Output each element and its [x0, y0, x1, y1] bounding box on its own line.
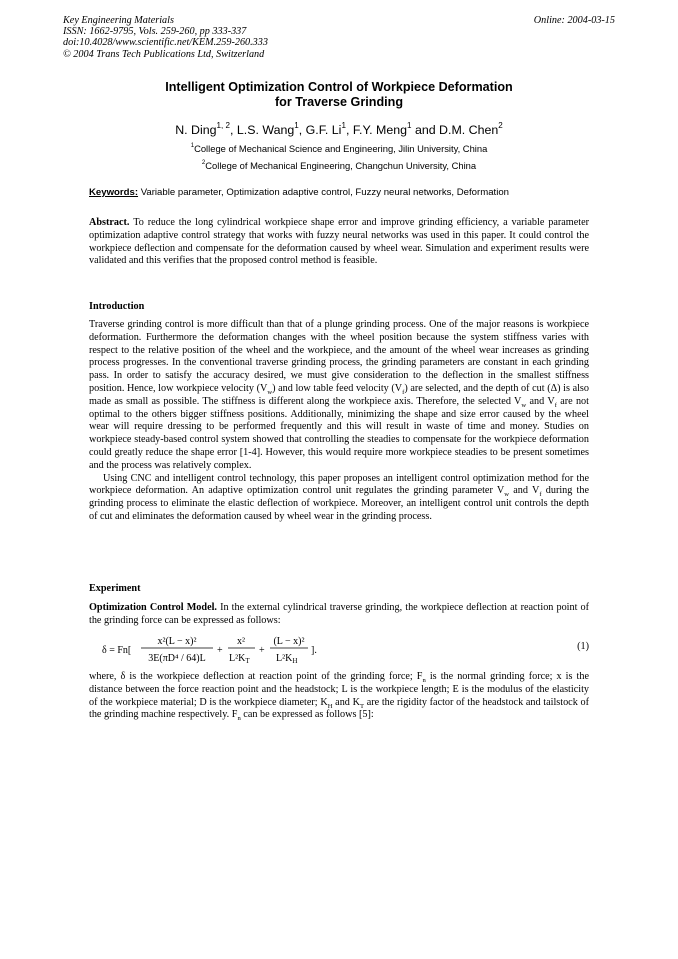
affiliation-mark: 1	[190, 142, 195, 150]
author-affiliation-mark: 1, 2	[216, 121, 230, 131]
affiliation-mark: 2	[201, 159, 206, 167]
title-line-2: for Traverse Grinding	[274, 95, 404, 109]
abstract-text: To reduce the long cylindrical workpiece shape error and improve grinding efficiency, a variable parameter optimization adaptive control strategy that works with fuzzy neural networks was used in this paper. It could control the workpiece deflection and compensate for the deformation caused by wheel wear. Simulation and experiment results were validated and this verifies that the proposed control method is feasible.	[89, 217, 589, 267]
copyright-line: © 2004 Trans Tech Publications Ltd, Switzerland	[63, 48, 265, 60]
doi-line: doi:10.4028/www.scientific.net/KEM.259-260.333	[63, 37, 268, 49]
author-affiliation-mark: 1	[294, 121, 299, 131]
keywords-label: Keywords:	[89, 187, 139, 198]
experiment-text: In the external cylindrical traverse grinding, the workpiece deflection at reaction point of the grinding force can be expressed as follows:	[89, 602, 589, 626]
author-affiliation-mark: 2	[498, 121, 503, 131]
eq-plus: +	[217, 645, 223, 656]
eq-lhs: δ = Fn[	[102, 645, 132, 656]
subsection-heading: Optimization Control Model.	[89, 602, 217, 613]
title-line-1: Intelligent Optimization Control of Workpiece Deformation	[165, 80, 513, 94]
issn-line: ISSN: 1662-9795, Vols. 259-260, pp 333-337	[63, 26, 247, 38]
journal-name: Key Engineering Materials	[63, 15, 174, 26]
section-heading-experiment: Experiment	[89, 583, 141, 594]
author-name: , G.F. Li	[298, 123, 342, 137]
affiliation-text: College of Mechanical Science and Engineering, Jilin University, China	[194, 143, 488, 154]
running-header	[63, 15, 268, 60]
author-name: N. Ding	[175, 123, 217, 137]
paper-title	[63, 80, 615, 110]
online-date: Online: 2004-03-15	[533, 15, 615, 26]
eq-denominator-1: 3E(πD⁴ / 64)L	[148, 653, 206, 664]
paragraph: Using CNC and intelligent control technology, this paper proposes an intelligent control optimization method for the workpiece deformation. An adaptive optimization control unit regulates the grinding parameter $V_w$ and $V_f$ during the grinding process to eliminate the elastic deflection of workpiece. Moreover, an intelligent control unit controls the depth of cut and eliminates the deformation caused by wheel wear in the grinding process.	[89, 472, 589, 522]
author-name: and D.M. Chen	[411, 123, 499, 137]
affiliation-1	[63, 143, 615, 154]
affiliation-2	[63, 160, 615, 171]
keywords-text: Variable parameter, Optimization adaptive control, Fuzzy neural networks, Deformation	[138, 187, 509, 198]
author-name: , L.S. Wang	[229, 123, 295, 137]
variable-definitions: where, δ is the workpiece deflection at reaction point of the grinding force; $F_n$ is the normal grinding force; x is the distance between the force reaction point and the headstock; L is the workpiece length; E is the modulus of the elasticity of the workpiece material; D is the workpiece diameter; $K_H$ and $K_T$ are the rigidity factor of the headstock and tailstock of the grinding machine respectively. $F_n$ can be expressed as follows [5]:	[89, 671, 589, 723]
equation-1	[89, 633, 589, 667]
author-affiliation-mark: 1	[407, 121, 412, 131]
eq-numerator-2: x²	[237, 636, 245, 647]
eq-denominator-3: $L^2K_H$	[276, 653, 298, 665]
author-name: , F.Y. Meng	[345, 123, 408, 137]
author-affiliation-mark: 1	[341, 121, 346, 131]
paragraph: Traverse grinding control is more difficult than that of a plunge grinding process. One of the major reasons is workpiece deformation. Furthermore the deformation changes with the wheel position because the system stiffness varies with respect to the relative position of the wheel and the workpiece, and the amount of the wheel wear increases as grinding process progresses. In the conventional traverse grinding process, the grinding parameters are constant in each grinding pass. In order to satisfy the accuracy desired, we must give consideration to the deflection in the smallest stiffness position. Hence, low workpiece velocity $(V_w)$ and low table feed velocity $(V_f)$ are selected, and the depth of cut (Δ) is also made as small as possible. The stiffness is different along the workpiece axis. Therefore, the selected $V_w$ and $V_f$ are not optimal to the others bigger stiffness positions. Additionally, minimizing the shape and size error caused by the wheel wear will require dressing to be performed frequently and this will result in waste of time and money. Studies on workpiece steady-based control system showed that controlling the steadies to compensate for the workpiece deformation could greatly reduce the shape error [1-4]. However, this would require more workpiece steadies to be present sometimes and the process was relatively complex.	[89, 319, 589, 471]
eq-plus: +	[259, 645, 265, 656]
affiliation-text: College of Mechanical Engineering, Changchun University, China	[205, 160, 477, 171]
equation-number: (1)	[577, 641, 589, 652]
eq-numerator-3: (L − x)²	[273, 636, 305, 647]
introduction-body	[89, 319, 589, 524]
abstract-label: Abstract.	[89, 217, 130, 228]
keywords	[89, 187, 509, 198]
eq-numerator-1: x²(L − x)²	[157, 636, 197, 647]
eq-close: ].	[311, 645, 317, 656]
author-list	[63, 123, 615, 137]
section-heading-introduction: Introduction	[89, 301, 145, 312]
experiment-intro	[89, 602, 589, 628]
eq-denominator-2: $L^2K_T$	[229, 653, 250, 665]
abstract	[89, 217, 589, 268]
equation-graphic	[89, 633, 509, 667]
